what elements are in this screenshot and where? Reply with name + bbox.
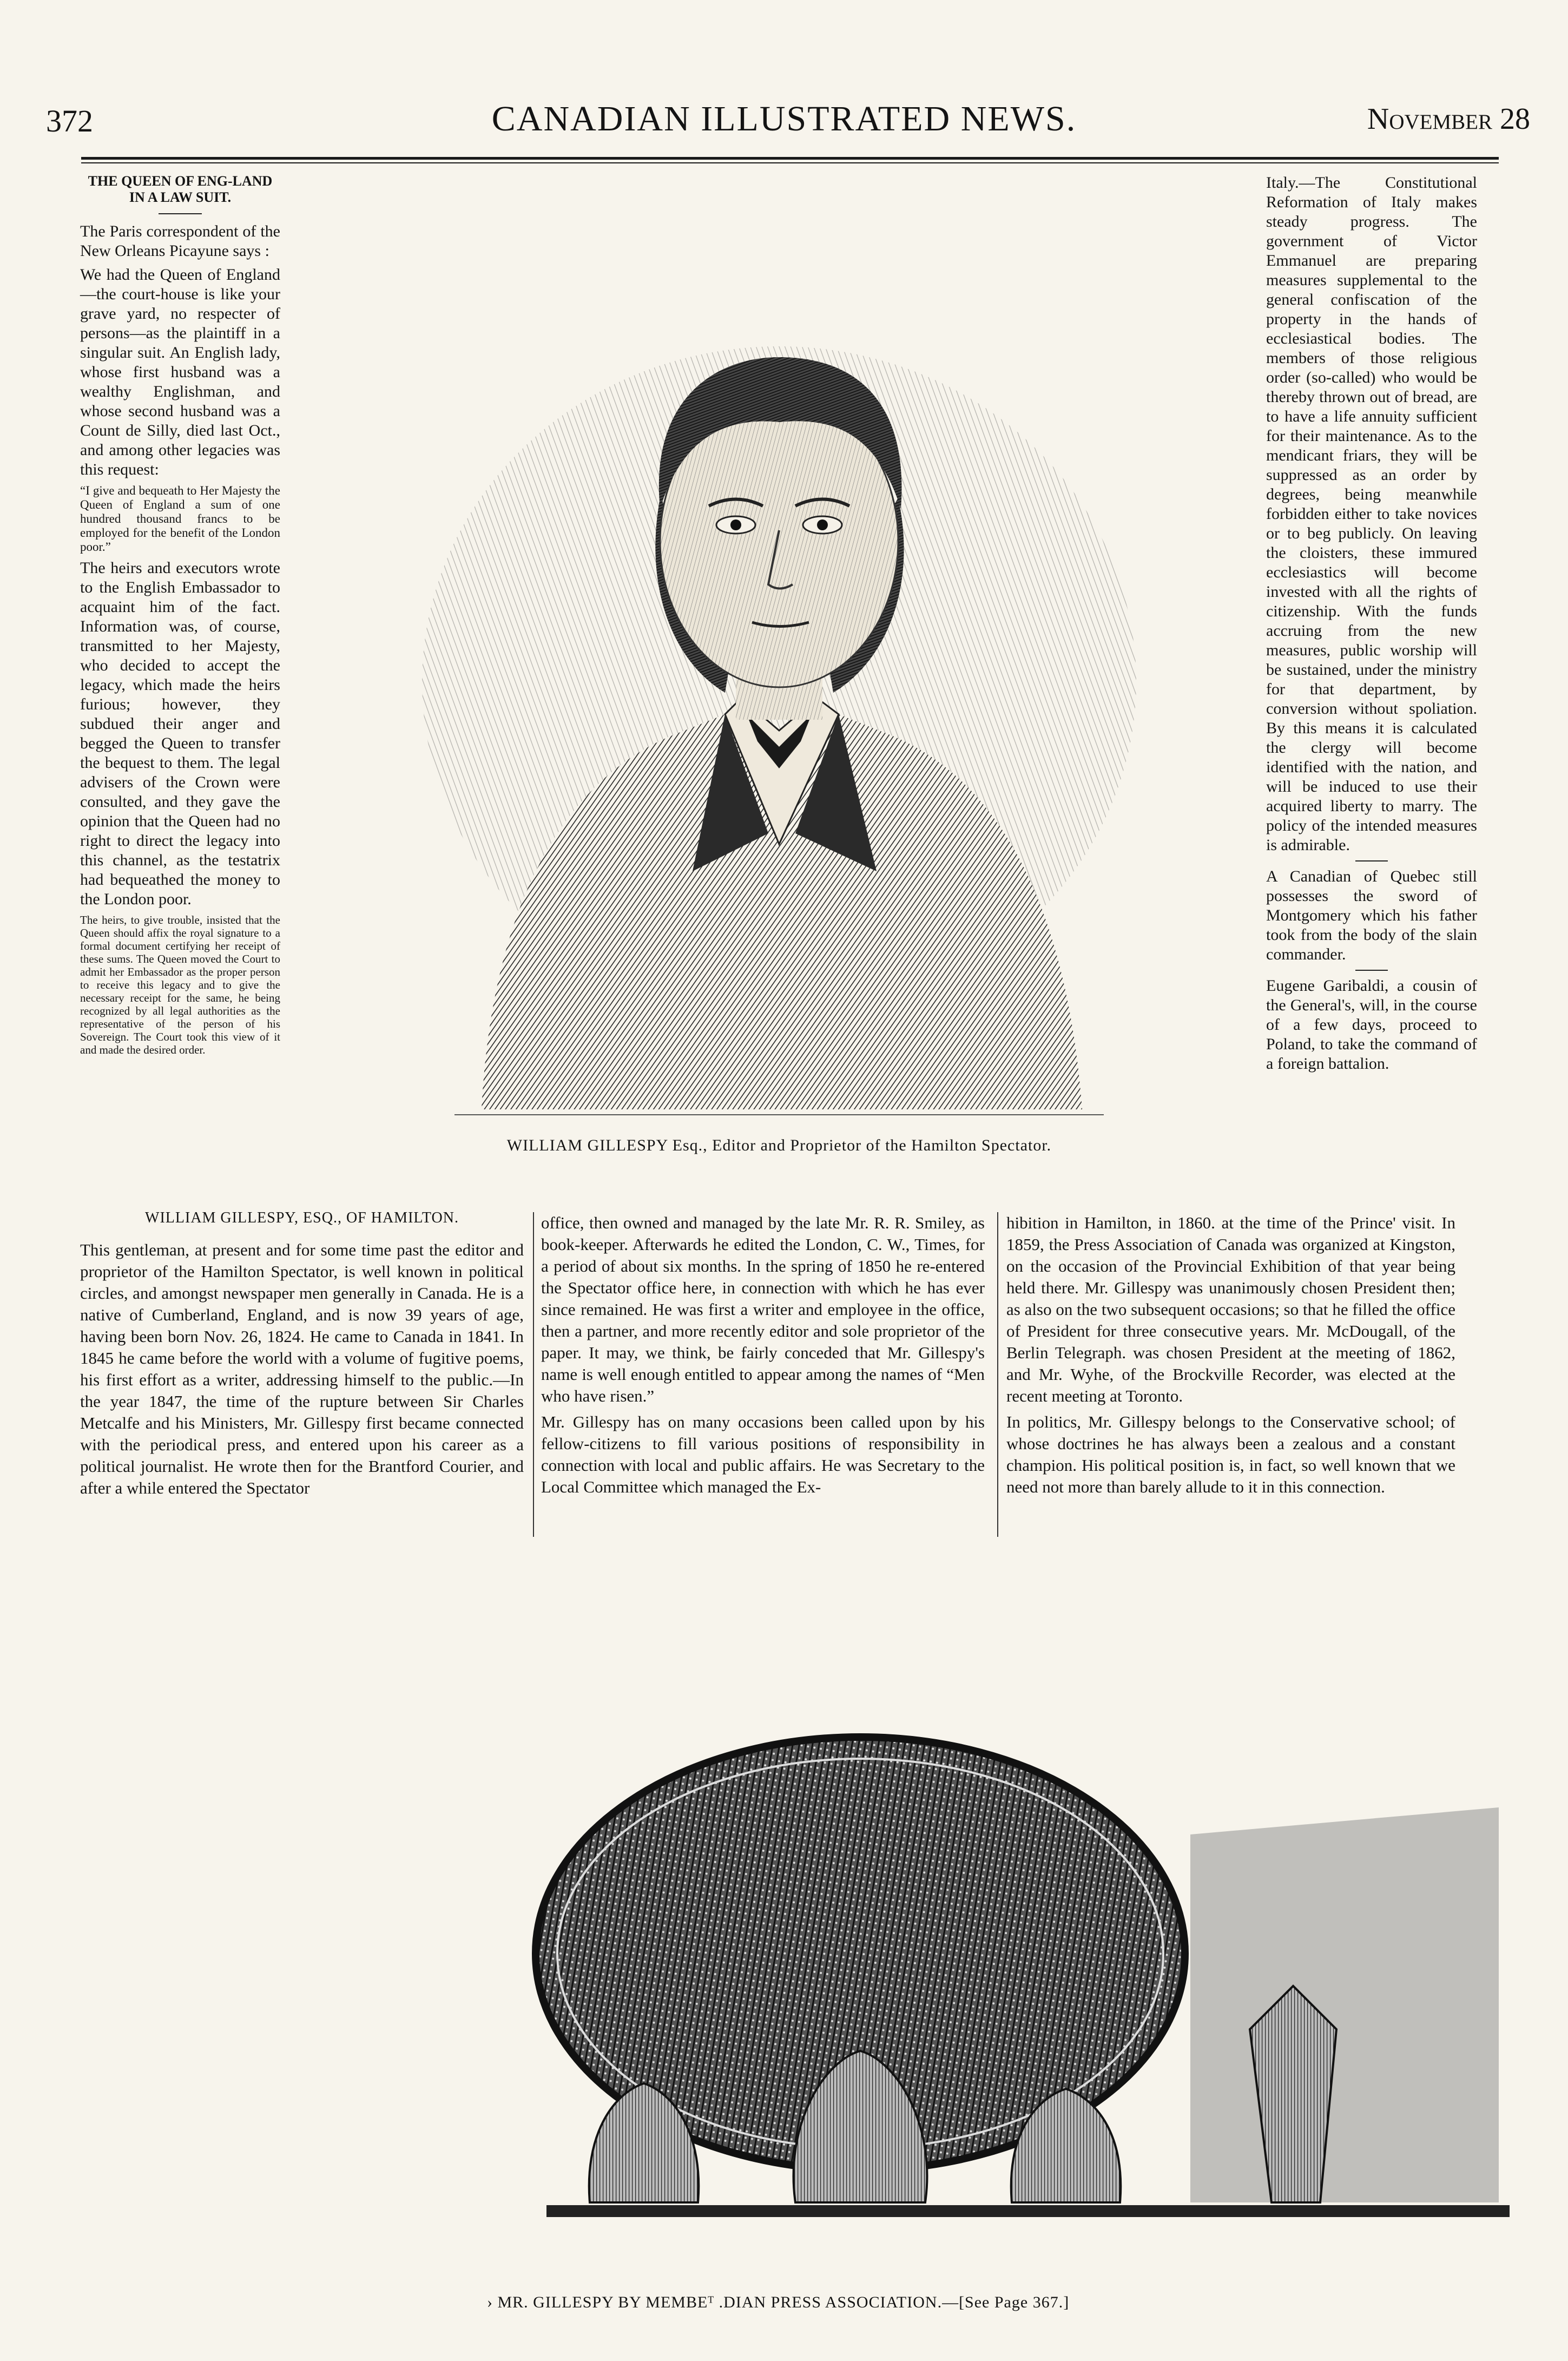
silver-service-caption: › MR. GILLESPY BY MEMBEᵀ .DIAN PRESS ASSOCIATION.—[See Page 367.] xyxy=(487,2293,1070,2311)
paragraph: office, then owned and managed by the late Mr. R. R. Smiley, as book-keeper. Afterwards he edited the London, C. W., Times, for a period of about six months. In the spring of 1850 he re-entered the Spectator office here, in connection with which he has ever since remained. He was first a writer and employee in the office, then a partner, and more recently editor and sole proprietor of the paper. It may, we think, be fairly conceded that Mr. Gillespy's name is well enough entitled to appear among the names of “Men who have risen.” xyxy=(541,1213,985,1405)
header-rule-thin xyxy=(81,162,1499,163)
bequest-quote: “I give and bequeath to Her Majesty the Queen of England a sum of one hundred thousand francs to be employed for the benefit of the London poor.” xyxy=(80,484,280,554)
article-column-2 xyxy=(541,1212,985,1502)
garibaldi-paragraph: Eugene Garibaldi, a cousin of the General's, will, in the course of a few days, proceed to Poland, to take the command of a foreign battalion. xyxy=(1266,977,1477,1073)
portrait-engraving xyxy=(390,195,1169,1131)
quebec-paragraph: A Canadian of Quebec still possesses the sword of Montgomery which his father took from the body of the slain commander. xyxy=(1266,867,1477,963)
queen-lawsuit-headline: THE QUEEN OF ENG-LAND IN A LAW SUIT. xyxy=(88,173,273,205)
paragraph: We had the Queen of England —the court-house is like your grave yard, no respecter of persons—as the plaintiff in a singular suit. An English lady, whose first husband was a wealthy Englishman, and whose second husband was a Count de Silly, died last Oct., and among other legacies was this request: xyxy=(80,266,280,478)
paragraph-small: The heirs, to give trouble, insisted that the Queen should affix the royal signature to a formal document certifying her receipt of these sums. The Queen moved the Court to admit her Embassador as the proper person to receive this legacy and to give the necessary receipt for the same, he being recognized by all legal authorities as the representative of the person of his Sovereign. The Court took this view of it and made the desired order. xyxy=(80,913,280,1056)
paragraph: The heirs and executors wrote to the English Embassador to acquaint him of the fact. Information was, of course, transmitted to her Majesty, who decided to accept the legacy, which made the heirs furious; however, they subdued their anger and begged the Queen to transfer the bequest to them. The legal advisers of the Crown were consulted, and they gave the opinion that the Queen had no right to direct the legacy into this channel, as the testatrix had bequeathed the money to the London poor. xyxy=(80,559,280,908)
divider xyxy=(1355,860,1388,861)
left-column xyxy=(80,173,280,1061)
column-rule xyxy=(533,1212,534,1537)
article-headline: WILLIAM GILLESPY, ESQ., OF HAMILTON. xyxy=(145,1209,459,1226)
italy-paragraph: Italy.—The Constitutional Reformation of Italy makes steady progress. The government of Victor Emmanuel are preparing measures supplemental to the general confiscation of the property in the hands of ecclesiastical bodies. The members of those religious order (so-called) who would be thereby thrown out of bread, are to have a life annuity sufficient for their maintenance. As to the mendicant friars, they will be suppressed as an order by degrees, being meanwhile forbidden either to take novices or to beg publicly. On leaving the cloisters, these immured ecclesiastics will become invested with all the rights of citizenship. With the funds accruing from the new measures, public worship will be sustained, under the ministry for that department, by conversion without spoliation. By this means it is calculated the clergy will become identified with the nation, and will be induced to use their acquired liberty to marry. The policy of the intended measures is admirable. xyxy=(1266,174,1477,854)
column-rule xyxy=(997,1212,998,1537)
paragraph: Mr. Gillespy has on many occasions been called upon by his fellow-citizens to fill various positions of responsibility in connection with local and public affairs. He was Secretary to the Local Committee which managed the Ex- xyxy=(541,1412,985,1496)
issue-date: November 28 xyxy=(1367,102,1530,136)
article-column-1 xyxy=(80,1239,524,1503)
divider xyxy=(1355,970,1388,971)
silver-service-engraving xyxy=(525,1726,1515,2224)
newspaper-title: CANADIAN ILLUSTRATED NEWS. xyxy=(491,99,1077,139)
divider xyxy=(159,213,202,214)
portrait-illustration xyxy=(390,195,1169,1131)
article-column-3 xyxy=(1006,1212,1455,1502)
silver-service-illustration xyxy=(525,1726,1515,2224)
header-rule xyxy=(81,157,1499,160)
right-column xyxy=(1266,173,1477,1078)
paragraph: The Paris correspondent of the New Orleans Picayune says : xyxy=(80,222,280,260)
paragraph: This gentleman, at present and for some time past the editor and proprietor of the Hamilton Spectator, is well known in political circles, and amongst newspaper men generally in Canada. He is a native of Cumberland, England, and is now 39 years of age, having been born Nov. 26, 1824. He came to Canada in 1841. In 1845 he came before the world with a volume of fugitive poems, his first effort as a writer, addressing himself to the public.—In the year 1847, the time of the rupture between Sir Charles Metcalfe and his Ministers, Mr. Gillespy first became connected with the periodical press, and entered upon his career as a political journalist. He wrote then for the Brantford Courier, and after a while entered the Spectator xyxy=(80,1240,524,1497)
page-number: 372 xyxy=(46,103,93,139)
paragraph: hibition in Hamilton, in 1860. at the time of the Prince' visit. In 1859, the Press Association of Canada was organized at Kingston, on the occasion of the Provincial Exhibition of that year being held there. Mr. Gillespy was unanimously chosen President then; as also on the two subsequent occasions; so that he filled the office of President for three consecutive years. Mr. McDougall, of the Berlin Telegraph. was chosen President at the meeting of 1862, and Mr. Wyhe, of the Brockville Recorder, was elected at the recent meeting at Toronto. xyxy=(1006,1213,1455,1405)
paragraph: In politics, Mr. Gillespy belongs to the Conservative school; of whose doctrines he has always been a zealous and a constant champion. His political position is, in fact, so well known that we need not more than barely allude to it in this connection. xyxy=(1006,1412,1455,1496)
portrait-caption: WILLIAM GILLESPY Esq., Editor and Proprietor of the Hamilton Spectator. xyxy=(506,1136,1052,1154)
